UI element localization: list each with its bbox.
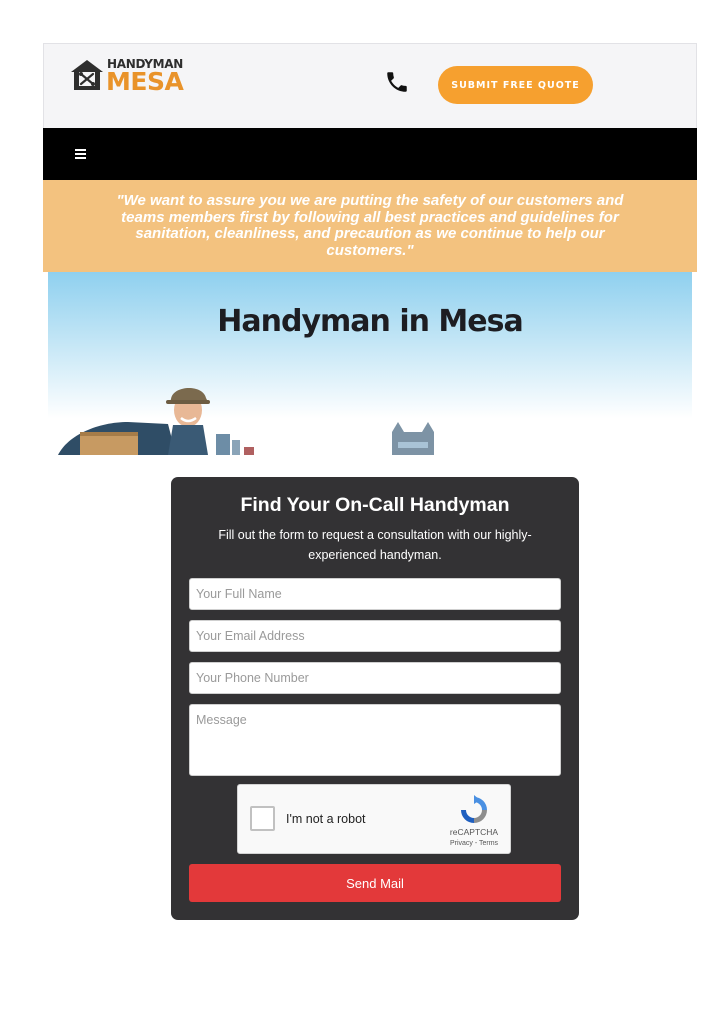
handyman-person-image (58, 380, 228, 455)
form-title: Find Your On-Call Handyman (240, 494, 510, 516)
logo-text-mesa: MESA (106, 67, 184, 96)
recaptcha-checkbox[interactable] (250, 806, 275, 831)
hero-title: Handyman in Mesa (217, 304, 523, 339)
email-input[interactable] (189, 620, 561, 652)
house-logo-icon (70, 59, 104, 91)
safety-notice-banner (43, 180, 697, 272)
submit-free-quote-button[interactable]: SUBMIT FREE QUOTE (438, 66, 593, 104)
hamburger-menu-icon[interactable] (75, 149, 86, 159)
phone-icon[interactable] (384, 69, 410, 95)
safety-notice-text: "We want to assure you we are putting the safety of our customers and teams members first by following all best practices and guidelines for sanitation, cleanliness, and precaution as we continue to help our customers." (116, 192, 624, 259)
message-textarea[interactable] (189, 704, 561, 776)
send-mail-button[interactable]: Send Mail (189, 864, 561, 902)
full-name-input[interactable] (189, 578, 561, 610)
site-header (43, 43, 697, 128)
recaptcha-label: I'm not a robot (286, 812, 366, 826)
hero-banner (48, 272, 692, 455)
recaptcha-logo-icon (458, 794, 490, 826)
phone-input[interactable] (189, 662, 561, 694)
recaptcha-privacy-terms-link[interactable]: Privacy - Terms (449, 840, 499, 847)
consultation-form (171, 477, 579, 920)
recaptcha-brand: reCAPTCHA (449, 827, 499, 837)
form-subtitle: Fill out the form to request a consultation with our highly-experienced handyman. (218, 528, 532, 562)
nav-bar (43, 128, 697, 180)
logo-text-handyman: HANDYMAN (107, 57, 184, 71)
recaptcha-widget (237, 784, 511, 854)
logo[interactable] (70, 57, 190, 97)
